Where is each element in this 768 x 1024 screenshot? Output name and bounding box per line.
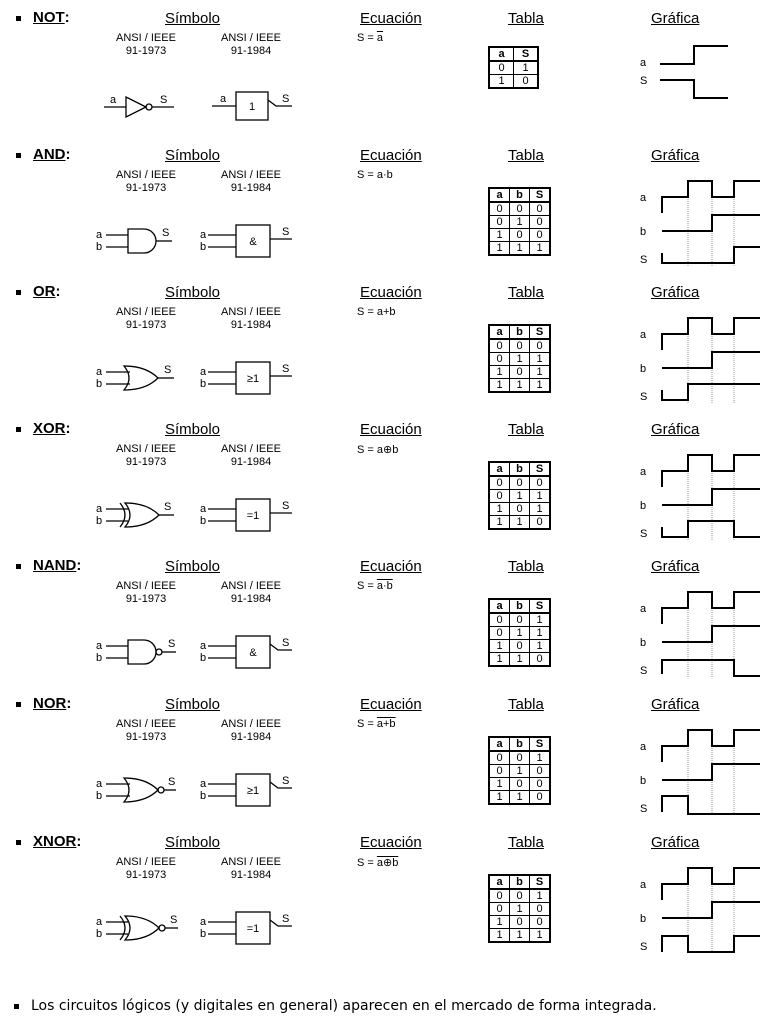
gate-row-or (0, 278, 768, 415)
input-a-label: a (200, 778, 207, 790)
truth-table: a b S 0 0 1 0 1 1 1 0 1 1 1 0 (488, 598, 551, 667)
and-gate-1984-symbol (198, 221, 298, 259)
truth-table: a b S 0 0 0 0 1 0 1 0 0 1 1 1 (488, 187, 551, 256)
input-b-label: b (200, 790, 207, 802)
nor-gate-1984-symbol (198, 770, 298, 808)
input-a-label: a (220, 93, 227, 105)
box-label: =1 (246, 510, 260, 522)
signal-s-label: S (640, 665, 648, 677)
gate-row-xnor (0, 828, 768, 965)
input-a-label: a (96, 503, 103, 515)
output-s-label: S (282, 775, 290, 787)
input-b-label: b (96, 652, 103, 664)
equation: S = a·b (357, 580, 393, 592)
graph-header: Gráfica (651, 696, 700, 713)
standard-1984: ANSI / IEEE 91-1984 (221, 443, 281, 468)
standard-1973: ANSI / IEEE 91-1973 (116, 718, 176, 743)
output-s-label: S (168, 776, 176, 788)
signal-s-label: S (640, 803, 648, 815)
output-s-label: S (160, 94, 168, 106)
signal-a-label: a (640, 329, 647, 341)
signal-b-label: b (640, 226, 647, 238)
standard-1984: ANSI / IEEE 91-1984 (221, 856, 281, 881)
gate-row-xor (0, 415, 768, 552)
bullet (16, 153, 21, 158)
truth-table: a b S 0 0 1 0 1 0 1 0 0 1 1 1 (488, 874, 551, 943)
table-header: Tabla (508, 284, 544, 301)
xnor-gate-1984-symbol (198, 908, 298, 946)
box-label: ≥1 (246, 785, 260, 797)
graph-header: Gráfica (651, 10, 700, 27)
xnor-gate-1973-symbol (92, 910, 188, 944)
graph-header: Gráfica (651, 834, 700, 851)
equation-header: Ecuación (360, 834, 422, 851)
nand-gate-1984-symbol (198, 632, 298, 670)
input-b-label: b (96, 241, 103, 253)
symbol-header: Símbolo (165, 834, 221, 851)
output-s-label: S (282, 500, 290, 512)
timing-graph (636, 864, 762, 956)
timing-graph (636, 726, 762, 818)
signal-s-label: S (640, 391, 648, 403)
output-s-label: S (164, 501, 172, 513)
standard-1973: ANSI / IEEE 91-1973 (116, 169, 176, 194)
truth-table: a S 0 1 1 0 (488, 46, 539, 89)
bullet (16, 290, 21, 295)
gate-name: NOR: (33, 695, 72, 712)
xor-gate-1984-symbol (198, 495, 298, 533)
input-a-label: a (96, 916, 103, 928)
signal-a-label: a (640, 192, 647, 204)
input-a-label: a (96, 366, 103, 378)
input-b-label: b (96, 515, 103, 527)
bullet (14, 1004, 19, 1009)
or-gate-1973-symbol (92, 360, 188, 394)
input-b-label: b (200, 652, 207, 664)
and-gate-1973-symbol (92, 223, 188, 257)
signal-a-label: a (640, 466, 647, 478)
footer-note: Los circuitos lógicos (y digitales en general) aparecen en el mercado de forma integrada. (14, 998, 657, 1014)
signal-s-label: S (640, 528, 648, 540)
signal-b-label: b (640, 775, 647, 787)
output-s-label: S (282, 93, 290, 105)
signal-s-label: S (640, 75, 648, 87)
standard-1973: ANSI / IEEE 91-1973 (116, 580, 176, 605)
input-b-label: b (96, 378, 103, 390)
input-b-label: b (200, 241, 207, 253)
standard-1984: ANSI / IEEE 91-1984 (221, 169, 281, 194)
bullet (16, 702, 21, 707)
signal-s-label: S (640, 941, 648, 953)
timing-graph (636, 451, 762, 543)
gate-name: NOT: (33, 9, 70, 26)
gate-name: XOR: (33, 420, 71, 437)
input-a-label: a (200, 503, 207, 515)
input-a-label: a (200, 229, 207, 241)
truth-table: a b S 0 0 1 0 1 0 1 0 0 1 1 0 (488, 736, 551, 805)
equation-header: Ecuación (360, 421, 422, 438)
gate-name: XNOR: (33, 833, 82, 850)
gate-row-nor (0, 690, 768, 827)
output-s-label: S (162, 227, 170, 239)
input-b-label: b (200, 515, 207, 527)
gate-name: OR: (33, 283, 61, 300)
bullet (16, 840, 21, 845)
equation: S = a⊕b (357, 857, 399, 869)
nor-gate-1973-symbol (92, 772, 188, 806)
table-header: Tabla (508, 834, 544, 851)
input-a-label: a (96, 640, 103, 652)
symbol-header: Símbolo (165, 558, 221, 575)
output-s-label: S (282, 363, 290, 375)
input-a-label: a (96, 229, 103, 241)
equation-header: Ecuación (360, 10, 422, 27)
symbol-header: Símbolo (165, 284, 221, 301)
equation-header: Ecuación (360, 558, 422, 575)
graph-header: Gráfica (651, 421, 700, 438)
output-s-label: S (164, 364, 172, 376)
signal-a-label: a (640, 603, 647, 615)
graph-header: Gráfica (651, 147, 700, 164)
output-s-label: S (168, 638, 176, 650)
input-a-label: a (96, 778, 103, 790)
timing-graph (636, 314, 762, 406)
symbol-header: Símbolo (165, 696, 221, 713)
equation: S = a⊕b (357, 444, 399, 456)
standard-1973: ANSI / IEEE 91-1973 (116, 856, 176, 881)
bullet (16, 564, 21, 569)
nand-gate-1973-symbol (92, 634, 188, 668)
timing-graph (636, 177, 762, 269)
signal-b-label: b (640, 913, 647, 925)
signal-s-label: S (640, 254, 648, 266)
signal-a-label: a (640, 57, 647, 69)
equation-header: Ecuación (360, 284, 422, 301)
not-gate-1984-symbol (212, 88, 302, 122)
not-gate-1973-symbol (100, 89, 190, 119)
standard-1973: ANSI / IEEE 91-1973 (116, 32, 176, 57)
equation: S = a+b (357, 306, 396, 318)
equation: S = a+b (357, 718, 396, 730)
standard-1984: ANSI / IEEE 91-1984 (221, 32, 281, 57)
gate-row-and (0, 141, 768, 278)
graph-header: Gráfica (651, 558, 700, 575)
bullet (16, 16, 21, 21)
graph-header: Gráfica (651, 284, 700, 301)
signal-a-label: a (640, 879, 647, 891)
gate-name: AND: (33, 146, 71, 163)
standard-1984: ANSI / IEEE 91-1984 (221, 718, 281, 743)
timing-graph (636, 40, 746, 110)
equation-header: Ecuación (360, 147, 422, 164)
symbol-header: Símbolo (165, 147, 221, 164)
signal-b-label: b (640, 363, 647, 375)
output-s-label: S (282, 913, 290, 925)
standard-1984: ANSI / IEEE 91-1984 (221, 306, 281, 331)
output-s-label: S (282, 637, 290, 649)
gate-row-nand (0, 552, 768, 689)
table-header: Tabla (508, 696, 544, 713)
input-b-label: b (200, 928, 207, 940)
table-header: Tabla (508, 421, 544, 438)
input-a-label: a (110, 94, 117, 106)
input-b-label: b (96, 928, 103, 940)
input-b-label: b (200, 378, 207, 390)
equation: $S = \overline{a}$ (357, 32, 383, 44)
symbol-header: Símbolo (165, 421, 221, 438)
input-a-label: a (200, 640, 207, 652)
standard-1973: ANSI / IEEE 91-1973 (116, 306, 176, 331)
standard-1973: ANSI / IEEE 91-1973 (116, 443, 176, 468)
box-label: =1 (246, 923, 260, 935)
input-a-label: a (200, 366, 207, 378)
standard-1984: ANSI / IEEE 91-1984 (221, 580, 281, 605)
timing-graph (636, 588, 762, 680)
box-label: & (249, 236, 257, 248)
table-header: Tabla (508, 147, 544, 164)
truth-table: a b S 0 0 0 0 1 1 1 0 1 1 1 0 (488, 461, 551, 530)
symbol-header: Símbolo (165, 10, 221, 27)
input-b-label: b (96, 790, 103, 802)
table-header: Tabla (508, 10, 544, 27)
bullet (16, 427, 21, 432)
or-gate-1984-symbol (198, 358, 298, 396)
box-label: ≥1 (246, 373, 260, 385)
gate-name: NAND: (33, 557, 82, 574)
signal-b-label: b (640, 637, 647, 649)
table-header: Tabla (508, 558, 544, 575)
equation: S = a·b (357, 169, 393, 181)
equation-header: Ecuación (360, 696, 422, 713)
xor-gate-1973-symbol (92, 497, 188, 531)
input-a-label: a (200, 916, 207, 928)
box-label: 1 (248, 101, 256, 113)
output-s-label: S (170, 914, 178, 926)
output-s-label: S (282, 226, 290, 238)
gate-row-not (0, 4, 768, 141)
signal-a-label: a (640, 741, 647, 753)
truth-table: a b S 0 0 0 0 1 1 1 0 1 1 1 1 (488, 324, 551, 393)
signal-b-label: b (640, 500, 647, 512)
box-label: & (249, 647, 257, 659)
